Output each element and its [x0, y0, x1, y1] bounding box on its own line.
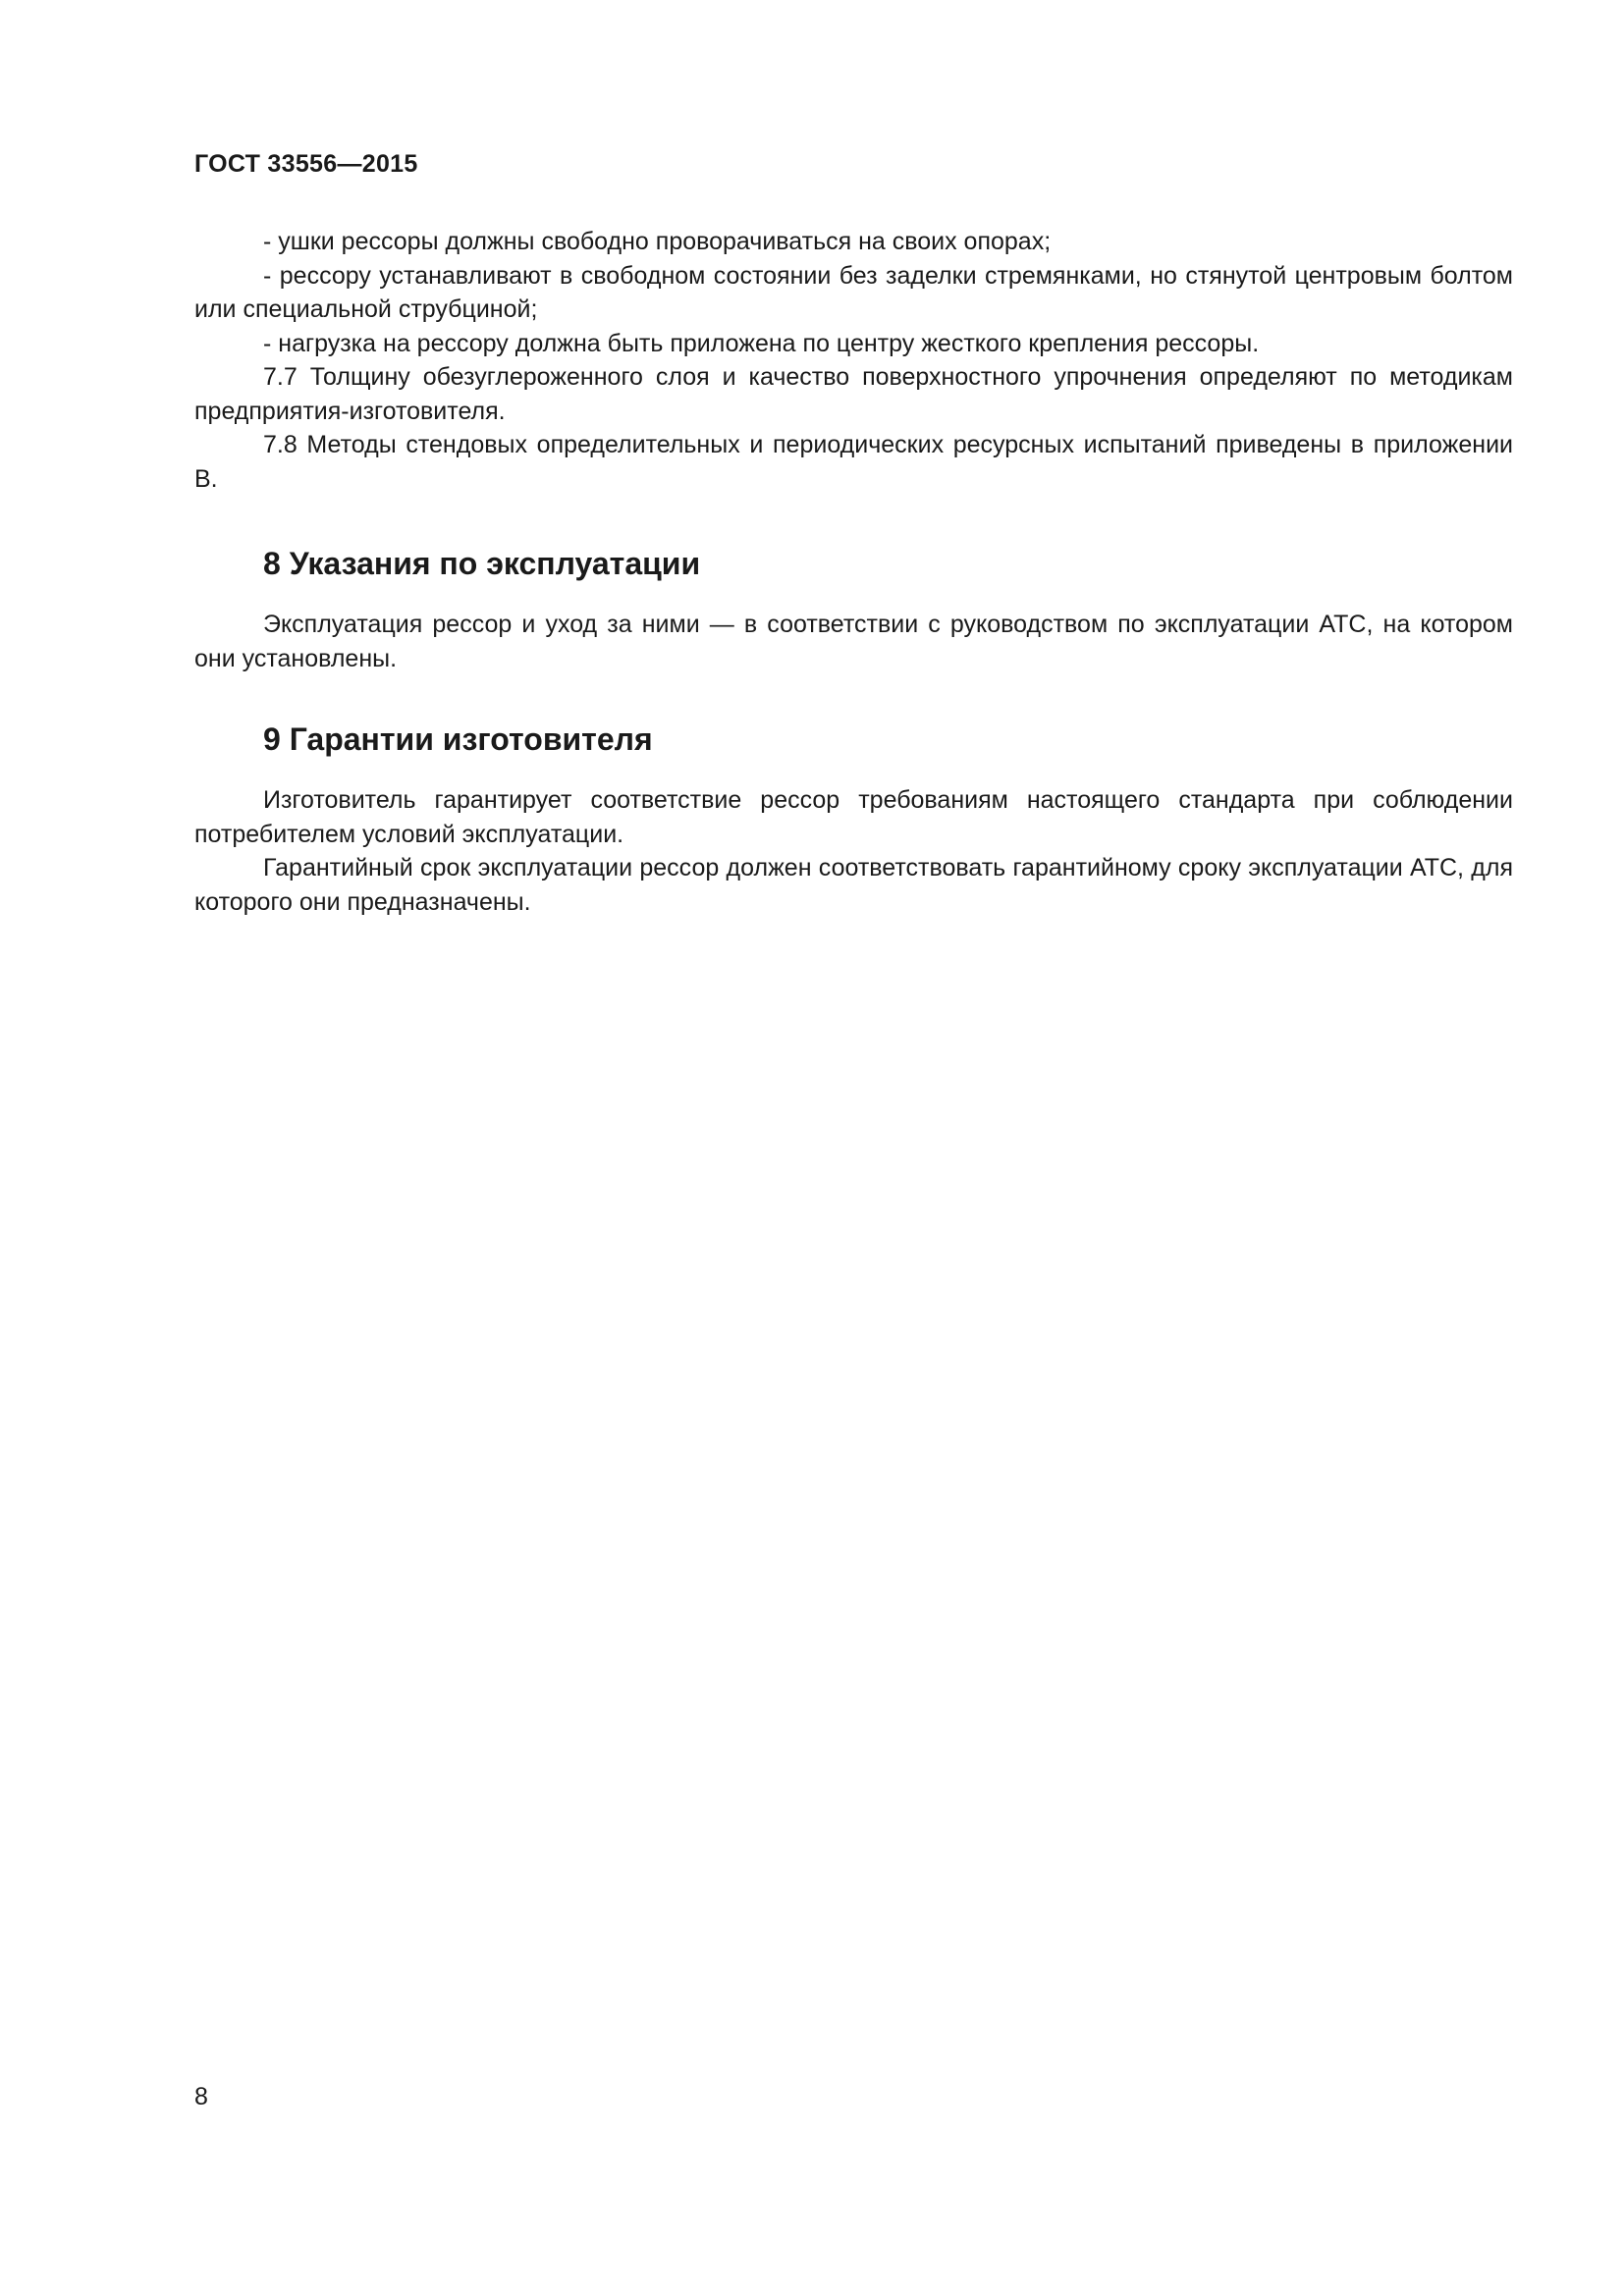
list-item-spring-install: - рессору устанавливают в свободном состоянии без заделки стремянками, но стянутой центровым болтом или специальной струбциной;	[194, 261, 1513, 323]
page-number: 8	[194, 2083, 208, 2110]
section-9-paragraph-1: Изготовитель гарантирует соответствие рессор требованиям настоящего стандарта при соблюдении потребителем условий эксплуатации.	[194, 786, 1513, 848]
section-9-paragraph-2: Гарантийный срок эксплуатации рессор должен соответствовать гарантийному сроку эксплуатации АТС, для которого они предназначены.	[194, 854, 1513, 916]
document-body	[194, 225, 1513, 919]
list-item-eyes-rotate: - ушки рессоры должны свободно проворачиваться на своих опорах;	[263, 228, 1052, 255]
section-9-title: 9 Гарантии изготовителя	[263, 721, 653, 757]
list-item-load-application: - нагрузка на рессору должна быть приложена по центру жесткого крепления рессоры.	[263, 329, 1260, 357]
document-header-id: ГОСТ 33556—2015	[194, 150, 418, 178]
section-8-paragraph: Эксплуатация рессор и уход за ними — в соответствии с руководством по эксплуатации АТС, на котором они установлены.	[194, 611, 1513, 672]
clause-7-7: 7.7 Толщину обезуглероженного слоя и качество поверхностного упрочнения определяют по методикам предприятия-изготовителя.	[194, 363, 1513, 425]
clause-7-8: 7.8 Методы стендовых определительных и периодических ресурсных испытаний приведены в приложении В.	[194, 431, 1513, 493]
section-8-title: 8 Указания по эксплуатации	[263, 546, 701, 581]
